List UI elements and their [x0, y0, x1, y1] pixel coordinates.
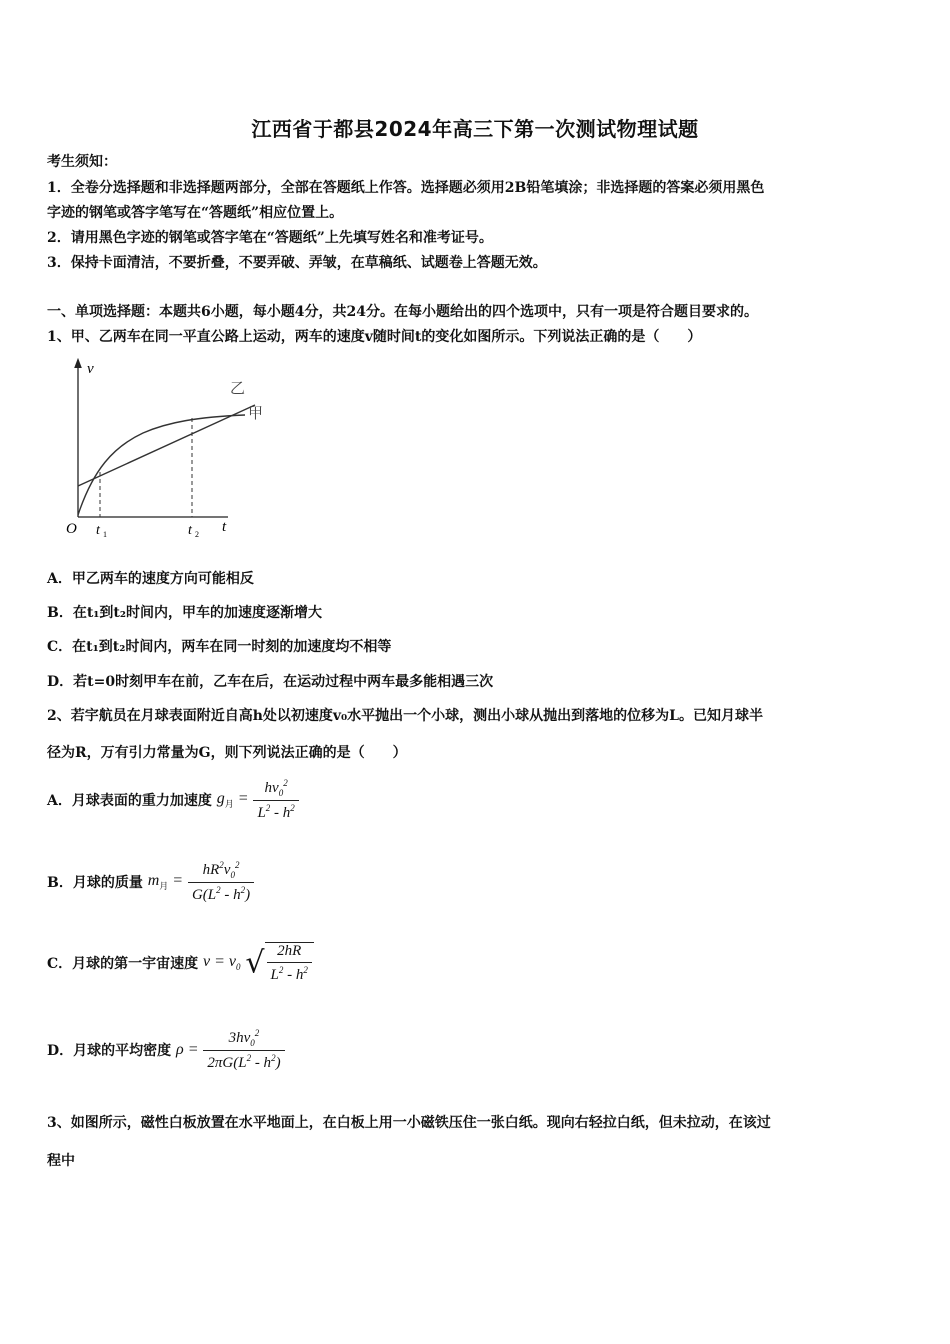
- notice-item-2: 2．请用黑色字迹的钢笔或答字笔在“答题纸”上先填写姓名和准考证号。: [47, 230, 493, 246]
- sqrt-symbol: √: [245, 945, 265, 981]
- notice-item-1-cont: 字迹的钢笔或答字笔写在“答题纸”相应位置上。: [47, 205, 344, 221]
- question-2-stem-line1: 2、若宇航员在月球表面附近自高h处以初速度v₀水平抛出一个小球，测出小球从抛出到落地的位移为L。已知月球半: [47, 708, 764, 724]
- tick-t1-sub: 1: [103, 530, 107, 539]
- q2-option-c-label: C．月球的第一宇宙速度: [47, 956, 199, 972]
- axis-v-label: v: [87, 361, 94, 377]
- q2-option-a-label: A．月球表面的重力加速度: [47, 793, 212, 809]
- q2-option-d: [47, 1028, 285, 1072]
- q1-option-b: B．在t₁到t₂时间内，甲车的加速度逐渐增大: [47, 605, 323, 621]
- formula-rho-lhs: ρ =: [176, 1041, 199, 1058]
- formula-g-lhs: $g_月$ =: [216, 789, 249, 810]
- axis-t-label: t: [222, 519, 227, 535]
- q2-option-d-label: D．月球的平均密度: [47, 1043, 172, 1059]
- question-2-stem-line2: 径为R，万有引力常量为G，则下列说法正确的是（ ）: [47, 745, 407, 761]
- tick-t1-label: t: [96, 523, 100, 538]
- question-3-stem-line1: 3、如图所示，磁性白板放置在水平地面上，在白板上用一小磁铁压住一张白纸。现向右轻拉白纸，但未拉动，在该过: [47, 1115, 771, 1131]
- sqrt-body: [265, 942, 314, 984]
- question-1-stem: 1、甲、乙两车在同一平直公路上运动，两车的速度v随时间t的变化如图所示。下列说法正确的是（ ）: [47, 329, 702, 345]
- section-heading: 一、单项选择题：本题共6小题，每小题4分，共24分。在每小题给出的四个选项中，只有一项是符合题目要求的。: [47, 304, 758, 320]
- tick-t2-sub: 2: [195, 530, 199, 539]
- formula-m-lhs: $m_月$ =: [147, 871, 184, 892]
- velocity-time-graph: [58, 355, 278, 545]
- formula-v-lhs: $v = v_0$: [203, 953, 241, 973]
- curve-yi-label: 乙: [230, 379, 246, 397]
- curve-jia-label: 甲: [248, 404, 264, 422]
- formula-g-fraction: $\frac{hv_0^2}{L^2 - h^2}$: [253, 778, 298, 822]
- question-3-stem-line2: 程中: [47, 1153, 75, 1169]
- q2-option-a: [47, 778, 299, 822]
- formula-v-fraction: $\frac{2hR}{L^2 - h^2}$: [267, 943, 312, 984]
- q1-option-d: D．若t=0时刻甲车在前，乙车在后，在运动过程中两车最多能相遇三次: [47, 674, 494, 690]
- page-title: 江西省于都县2024年高三下第一次测试物理试题: [251, 117, 699, 141]
- curve-jia: [78, 415, 245, 515]
- notice-heading: 考生须知：: [47, 154, 117, 170]
- formula-m-fraction: $\frac{hR^2v_0^2}{G(L^2 - h^2)}$: [188, 860, 254, 904]
- origin-label: O: [66, 521, 77, 537]
- q1-option-c: C．在t₁到t₂时间内，两车在同一时刻的加速度均不相等: [47, 639, 392, 655]
- curve-yi: [78, 405, 255, 486]
- q1-option-a: A．甲乙两车的速度方向可能相反: [47, 571, 254, 587]
- notice-item-3: 3．保持卡面清洁，不要折叠，不要弄破、弄皱，在草稿纸、试题卷上答题无效。: [47, 255, 547, 271]
- q2-option-b: [47, 860, 254, 904]
- tick-t2-label: t: [188, 523, 192, 538]
- notice-item-1: 1．全卷分选择题和非选择题两部分，全部在答题纸上作答。选择题必须用2B铅笔填涂；非选择题的答案必须用黑色: [47, 180, 765, 196]
- q2-option-c: [47, 942, 314, 984]
- q2-option-b-label: B．月球的质量: [47, 875, 143, 891]
- formula-rho-fraction: $\frac{3hv_0^2}{2\pi G(L^2 - h^2)}$: [203, 1028, 284, 1072]
